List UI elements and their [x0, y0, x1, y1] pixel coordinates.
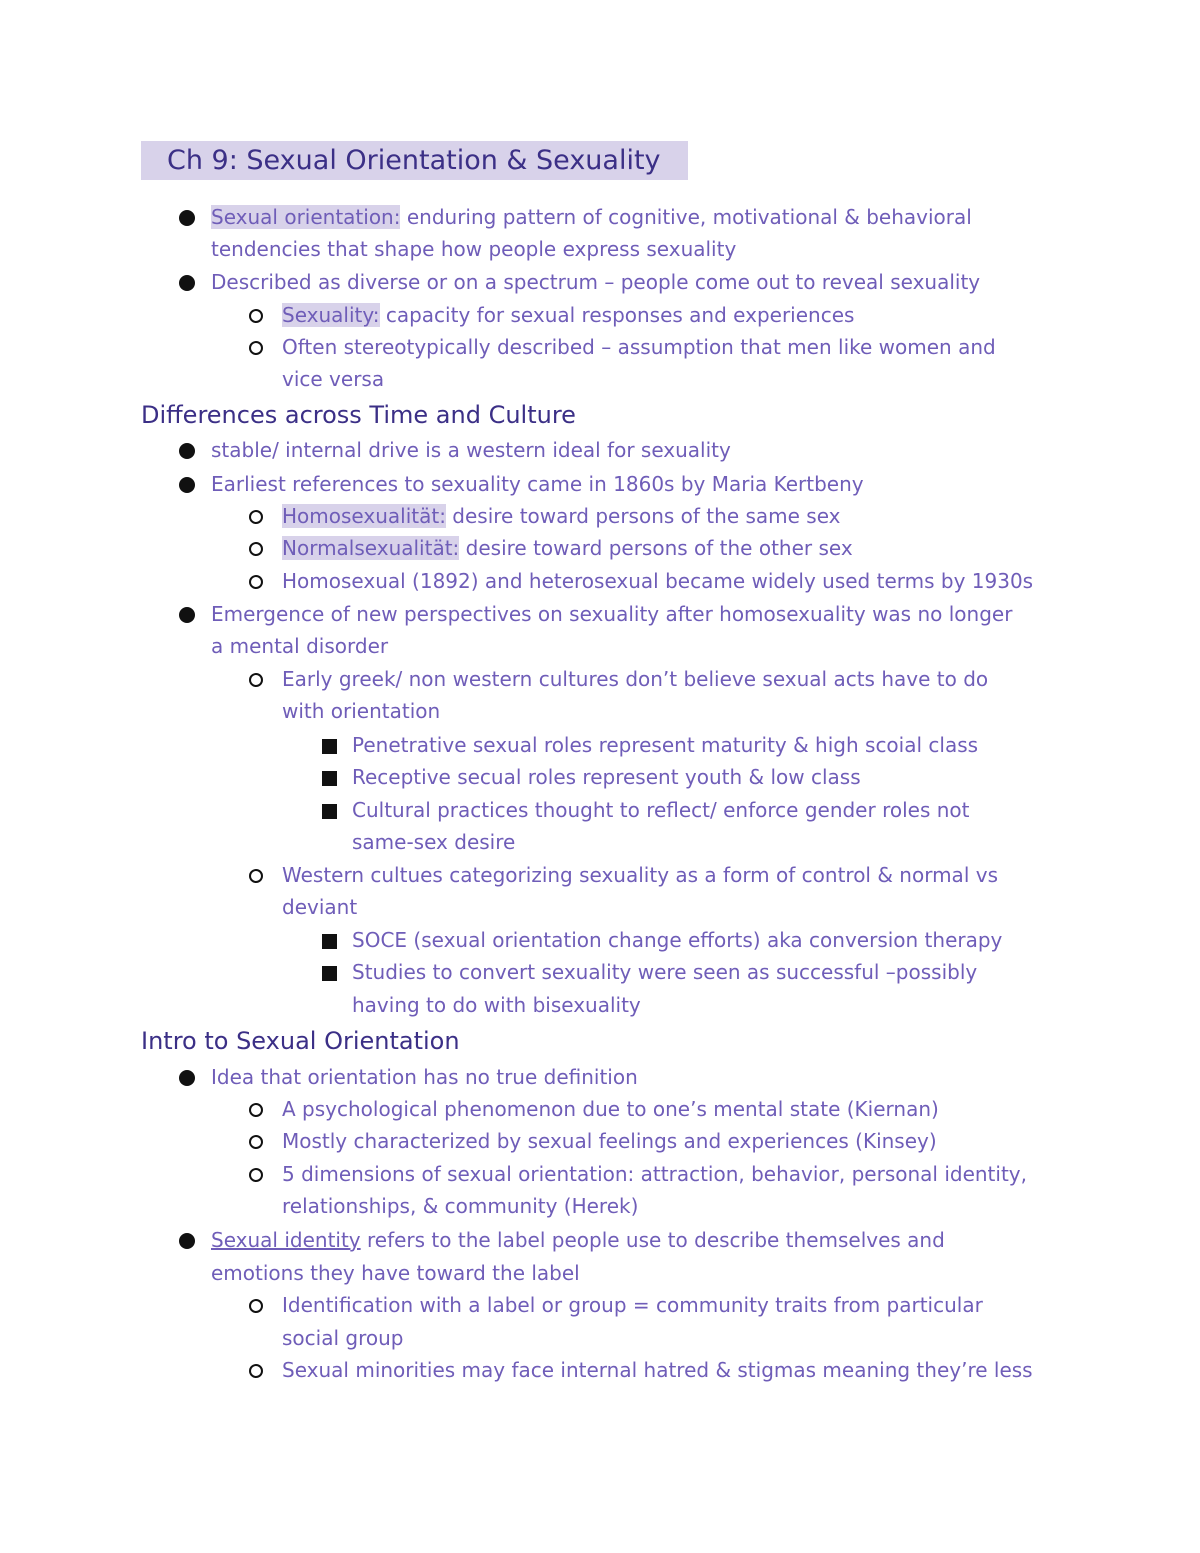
bullet-square: [322, 966, 337, 981]
list-item: Often stereotypically described – assumption that men like women and: [282, 335, 996, 359]
highlighted-term: Sexual orientation:: [211, 205, 401, 229]
list-item: Earliest references to sexuality came in 1860s by Maria Kertbeny: [211, 472, 864, 496]
list-item: Mostly characterized by sexual feelings and experiences (Kinsey): [282, 1129, 937, 1153]
underlined-term: Sexual identity: [211, 1228, 361, 1252]
list-item-continuation: with orientation: [282, 699, 441, 723]
bullet-square: [322, 934, 337, 949]
bullet-dot: [179, 477, 195, 493]
highlighted-term: Normalsexualität:: [282, 536, 460, 560]
bullet-circle: [249, 542, 263, 556]
list-item: [211, 203, 972, 231]
list-item: 5 dimensions of sexual orientation: attraction, behavior, personal identity,: [282, 1162, 1027, 1186]
bullet-square: [322, 804, 337, 819]
list-item: A psychological phenomenon due to one’s mental state (Kiernan): [282, 1097, 939, 1121]
item-text: desire toward persons of the other sex: [459, 536, 853, 560]
highlighted-term: Homosexualität:: [282, 504, 446, 528]
bullet-dot: [179, 443, 195, 459]
bullet-circle: [249, 510, 263, 524]
list-item: [282, 301, 854, 329]
list-item: [282, 534, 853, 562]
list-item: [282, 502, 841, 530]
item-text: desire toward persons of the same sex: [445, 504, 841, 528]
list-item: Identification with a label or group = community traits from particular: [282, 1293, 983, 1317]
bullet-circle: [249, 1103, 263, 1117]
bullet-circle: [249, 341, 263, 355]
bullet-dot: [179, 607, 195, 623]
list-item: Studies to convert sexuality were seen as successful –possibly: [352, 960, 978, 984]
bullet-circle: [249, 1135, 263, 1149]
list-item-continuation: tendencies that shape how people express sexuality: [211, 237, 737, 261]
list-item: [211, 1226, 945, 1254]
list-item-continuation: social group: [282, 1326, 404, 1350]
list-item-continuation: deviant: [282, 895, 358, 919]
bullet-dot: [179, 275, 195, 291]
list-item-continuation: vice versa: [282, 367, 385, 391]
list-item: SOCE (sexual orientation change efforts) aka conversion therapy: [352, 928, 1003, 952]
list-item: stable/ internal drive is a western ideal for sexuality: [211, 438, 731, 462]
list-item-continuation: relationships, & community (Herek): [282, 1194, 639, 1218]
bullet-square: [322, 771, 337, 786]
item-text: refers to the label people use to describe themselves and: [360, 1228, 945, 1252]
list-item-continuation: same-sex desire: [352, 830, 516, 854]
bullet-dot: [179, 1070, 195, 1086]
bullet-circle: [249, 1299, 263, 1313]
page-title: Ch 9: Sexual Orientation & Sexuality: [141, 141, 688, 180]
list-item-continuation: having to do with bisexuality: [352, 993, 641, 1017]
bullet-circle: [249, 869, 263, 883]
bullet-square: [322, 739, 337, 754]
list-item: Homosexual (1892) and heterosexual became widely used terms by 1930s: [282, 569, 1034, 593]
list-item: Western cultues categorizing sexuality as a form of control & normal vs: [282, 863, 998, 887]
bullet-dot: [179, 1233, 195, 1249]
section-heading: Differences across Time and Culture: [141, 401, 576, 429]
list-item-continuation: a mental disorder: [211, 634, 389, 658]
bullet-circle: [249, 309, 263, 323]
bullet-circle: [249, 1364, 263, 1378]
list-item: Emergence of new perspectives on sexuality after homosexuality was no longer: [211, 602, 1013, 626]
list-item: Early greek/ non western cultures don’t believe sexual acts have to do: [282, 667, 989, 691]
list-item: Described as diverse or on a spectrum – people come out to reveal sexuality: [211, 270, 981, 294]
section-heading: Intro to Sexual Orientation: [141, 1027, 460, 1055]
highlighted-term: Sexuality:: [282, 303, 380, 327]
list-item: Cultural practices thought to reflect/ enforce gender roles not: [352, 798, 970, 822]
item-text: enduring pattern of cognitive, motivational & behavioral: [400, 205, 972, 229]
bullet-circle: [249, 575, 263, 589]
bullet-circle: [249, 1168, 263, 1182]
list-item: Receptive secual roles represent youth & low class: [352, 765, 861, 789]
list-item: Penetrative sexual roles represent maturity & high scoial class: [352, 733, 979, 757]
list-item: Sexual minorities may face internal hatred & stigmas meaning they’re less: [282, 1358, 1033, 1382]
list-item-continuation: emotions they have toward the label: [211, 1261, 580, 1285]
bullet-dot: [179, 210, 195, 226]
item-text: capacity for sexual responses and experiences: [379, 303, 855, 327]
list-item: Idea that orientation has no true definition: [211, 1065, 638, 1089]
bullet-circle: [249, 673, 263, 687]
